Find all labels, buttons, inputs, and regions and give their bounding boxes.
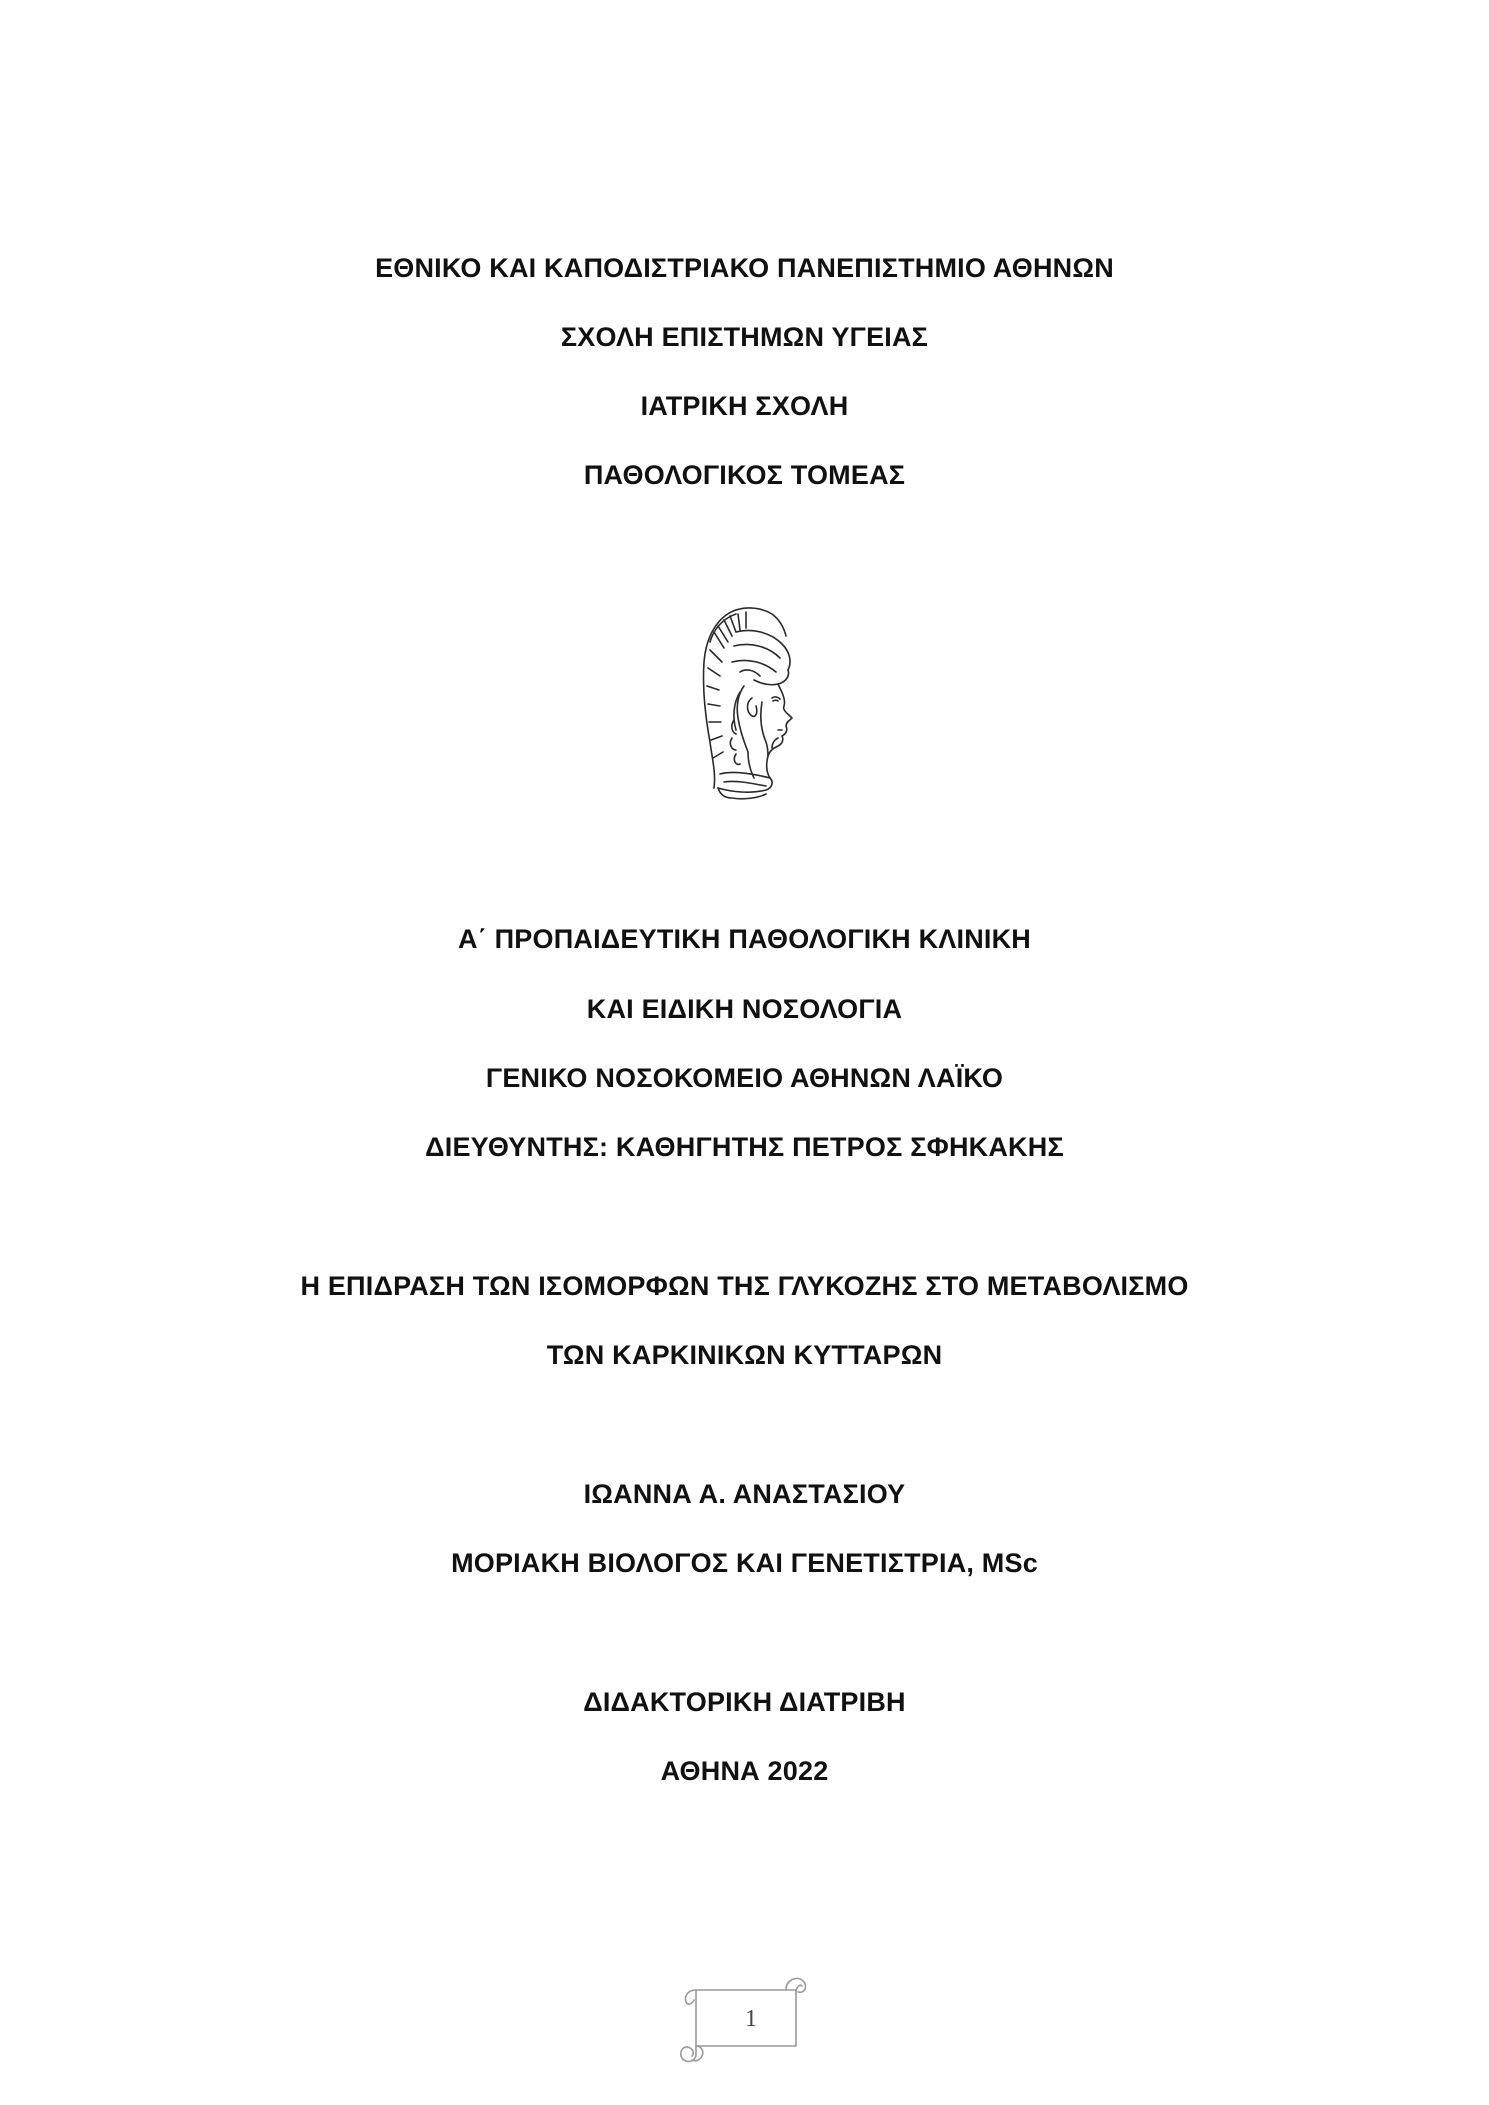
faculty-name: ΙΑΤΡΙΚΗ ΣΧΟΛΗ bbox=[640, 391, 849, 421]
director-line: ΔΙΕΥΘΥΝΤΗΣ: ΚΑΘΗΓΗΤΗΣ ΠΕΤΡΟΣ ΣΦΗΚΑΚΗΣ bbox=[425, 1132, 1064, 1162]
author-name: ΙΩΑΝΝΑ Α. ΑΝΑΣΤΑΣΙΟΥ bbox=[583, 1479, 906, 1509]
page-number: 1 bbox=[745, 2006, 757, 2032]
document-type: ΔΙΔΑΚΤΟΡΙΚΗ ΔΙΑΤΡΙΒΗ bbox=[583, 1687, 906, 1717]
thesis-title-line-2: ΤΩΝ ΚΑΡΚΙΝΙΚΩΝ ΚΥΤΤΑΡΩΝ bbox=[546, 1340, 943, 1370]
clinic-line-2: ΚΑΙ ΕΙΔΙΚΗ ΝΟΣΟΛΟΓΙΑ bbox=[586, 994, 903, 1024]
place-year: ΑΘΗΝΑ 2022 bbox=[660, 1756, 829, 1786]
athena-head-emblem-icon bbox=[674, 602, 812, 802]
university-name: ΕΘΝΙΚΟ ΚΑΙ ΚΑΠΟΔΙΣΤΡΙΑΚΟ ΠΑΝΕΠΙΣΤΗΜΙΟ ΑΘΗΝΩΝ bbox=[375, 253, 1114, 283]
hospital-name: ΓΕΝΙΚΟ ΝΟΣΟΚΟΜΕΙΟ ΑΘΗΝΩΝ ΛΑΪΚΟ bbox=[485, 1063, 1004, 1093]
author-credentials: ΜΟΡΙΑΚΗ ΒΙΟΛΟΓΟΣ ΚΑΙ ΓΕΝΕΤΙΣΤΡΙΑ, MSc bbox=[451, 1548, 1038, 1578]
sector-name: ΠΑΘΟΛΟΓΙΚΟΣ ΤΟΜΕΑΣ bbox=[583, 460, 906, 490]
clinic-line-1: Α΄ ΠΡΟΠΑΙΔΕΥΤΙΚΗ ΠΑΘΟΛΟΓΙΚΗ ΚΛΙΝΙΚΗ bbox=[458, 924, 1031, 954]
thesis-title-line-1: Η ΕΠΙΔΡΑΣΗ ΤΩΝ ΙΣΟΜΟΡΦΩΝ ΤΗΣ ΓΛΥΚΟΖΗΣ ΣΤΟ ΜΕΤΑΒΟΛΙΣΜΟ bbox=[300, 1271, 1189, 1301]
school-name: ΣΧΟΛΗ ΕΠΙΣΤΗΜΩΝ ΥΓΕΙΑΣ bbox=[560, 322, 929, 352]
